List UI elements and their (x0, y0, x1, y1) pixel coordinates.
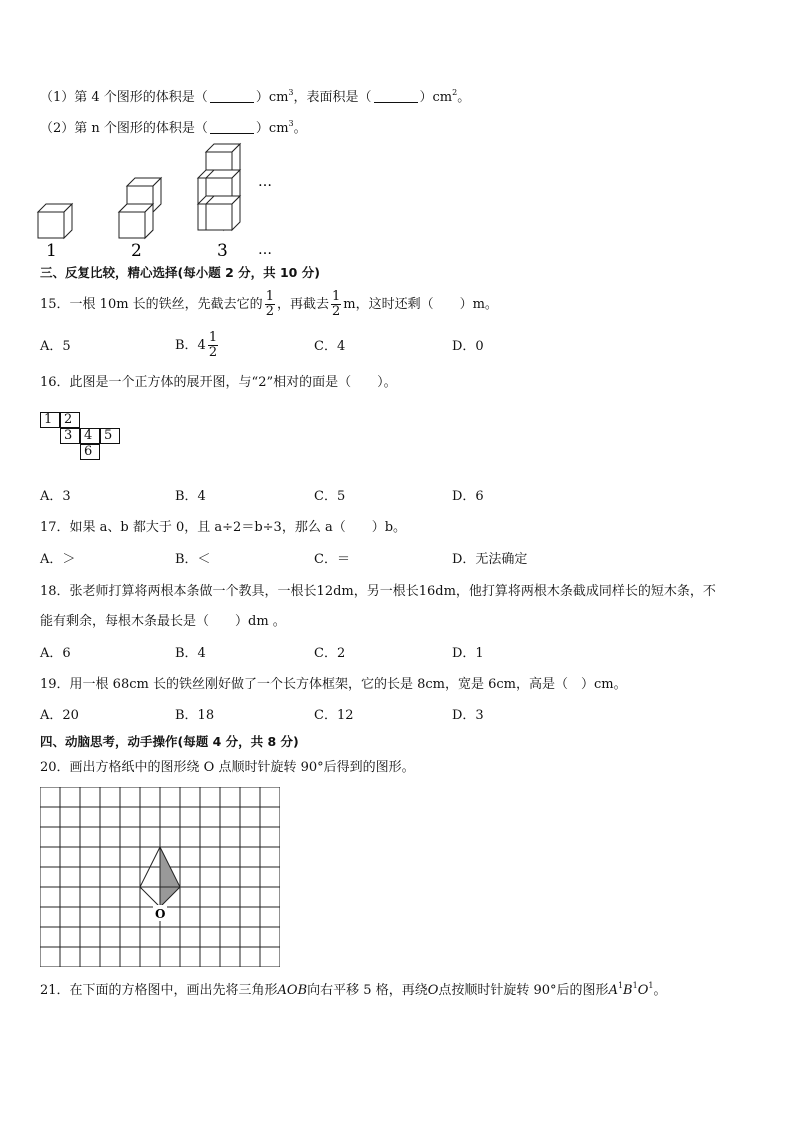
ellipsis-top: … (258, 174, 272, 190)
q19-option-a[interactable]: A．20 (40, 708, 79, 723)
q14-part2-end: 。 (293, 121, 307, 136)
section-4-title: 四、动脑思考，动手操作(每题 4 分，共 8 分) (40, 734, 299, 749)
section-3-title: 三、反复比较，精心选择(每小题 2 分，共 10 分) (40, 265, 320, 280)
q16-option-b[interactable]: B．4 (175, 489, 206, 504)
q14-part1-prefix: （1）第 4 个图形的体积是（ (40, 90, 208, 105)
q16-option-d[interactable]: D．6 (452, 489, 484, 504)
q18-option-a[interactable]: A．6 (40, 646, 71, 661)
q14-part2-prefix: （2）第 n 个图形的体积是（ (40, 121, 208, 136)
result-o: O (637, 983, 649, 998)
superscript: 2 (452, 88, 458, 97)
net-face-6: 6 (80, 444, 100, 460)
cube-net (40, 412, 130, 468)
superscript: 1 (617, 981, 624, 990)
q14-part1-unit2: ）cm (419, 90, 453, 105)
q17-option-a[interactable]: A．＞ (40, 552, 76, 567)
q15-option-a[interactable]: A．5 (40, 339, 71, 354)
ellipsis-bottom: … (258, 242, 272, 258)
q14-part2 (40, 115, 307, 138)
q18-option-c[interactable]: C．2 (314, 646, 346, 661)
answer-blank[interactable] (210, 121, 254, 134)
net-face-4: 4 (80, 428, 100, 444)
net-face-5: 5 (100, 428, 120, 444)
q17-option-d[interactable]: D．无法确定 (452, 552, 528, 567)
q19-option-c[interactable]: C．12 (314, 708, 354, 723)
kite-left-half (140, 847, 160, 907)
q18-option-d[interactable]: D．1 (452, 646, 484, 661)
figure-1-cubes (38, 204, 72, 238)
q14-part1-unit1: ）cm (255, 90, 289, 105)
q18-text-line2: 能有剩余，每根木条最长是（ ）dm 。 (40, 614, 286, 629)
fraction: $\frac{1}{2}$ (208, 330, 218, 360)
q16-option-a[interactable]: A．3 (40, 489, 71, 504)
q14-part1-end: 。 (457, 90, 471, 105)
point-o-label: O (155, 907, 166, 921)
net-face-1: 1 (40, 412, 60, 428)
q15-text-a: 15．一根 10m 长的铁丝，先截去它的 (40, 297, 263, 312)
q15-text-b: ，再截去 (276, 297, 329, 312)
q18-option-b[interactable]: B．4 (175, 646, 206, 661)
superscript: 3 (288, 88, 294, 97)
figure-label-3: 3 (217, 241, 228, 261)
q20-text: 20．画出方格纸中的图形绕 O 点顺时针旋转 90°后得到的图形。 (40, 760, 415, 775)
q21-text-b: 向右平移 5 格，再绕 (307, 983, 428, 998)
point-o-ref: O (427, 983, 439, 998)
superscript: 1 (632, 981, 638, 990)
q15-option-b-prefix: B．4 (175, 338, 206, 353)
figure-label-2: 2 (131, 241, 142, 261)
q18-text-line1: 18．张老师打算将两根本条做一个教具，一根长12dm，另一根长16dm，他打算将两根木条截成同样长的短木条，不 (40, 584, 716, 599)
q16-text: 16．此图是一个正方体的展开图，与“2”相对的面是（ ）。 (40, 375, 397, 390)
q14-part1-mid: ，表面积是（ (293, 90, 372, 105)
net-face-2: 2 (60, 412, 80, 428)
figure-3-cubes (198, 144, 240, 230)
q21-text (40, 977, 666, 1000)
q14-part1 (40, 84, 470, 107)
q21-text-a: 21．在下面的方格图中，画出先将三角形 (40, 983, 278, 998)
figure-label-1: 1 (46, 241, 57, 261)
q19-option-b[interactable]: B．18 (175, 708, 215, 723)
q20-grid-paper[interactable] (40, 787, 280, 967)
q14-part2-unit: ）cm (255, 121, 289, 136)
q17-text: 17．如果 a、b 都大于 0，且 a÷2＝b÷3，那么 a（ ）b。 (40, 520, 407, 535)
q15-option-c[interactable]: C．4 (314, 339, 346, 354)
triangle-aob-label: AOB (277, 983, 308, 998)
superscript: 1 (648, 981, 654, 990)
answer-blank[interactable] (210, 90, 254, 103)
cube-stack-figures (30, 138, 290, 262)
q21-end: 。 (653, 983, 667, 998)
q15-option-b[interactable] (175, 328, 220, 364)
q21-text-c: 点按顺时针旋转 90°后的图形 (438, 983, 609, 998)
q19-option-d[interactable]: D．3 (452, 708, 484, 723)
result-a: A (608, 983, 618, 998)
q15-option-d[interactable]: D．0 (452, 339, 484, 354)
q16-option-c[interactable]: C．5 (314, 489, 346, 504)
result-b: B (623, 983, 633, 998)
figure-2-cubes (119, 178, 161, 238)
q15-text (40, 287, 498, 323)
net-face-3: 3 (60, 428, 80, 444)
q17-option-b[interactable]: B．＜ (175, 552, 211, 567)
answer-blank[interactable] (374, 90, 418, 103)
fraction: $\frac{1}{2}$ (265, 289, 274, 319)
kite-shaded-half (160, 847, 180, 907)
q15-text-c: m，这时还剩（ ）m。 (343, 297, 498, 312)
q19-text: 19．用一根 68cm 长的铁丝刚好做了一个长方体框架，它的长是 8cm，宽是 6cm，高是（ ）cm。 (40, 677, 627, 692)
fraction: $\frac{1}{2}$ (331, 289, 341, 319)
q17-option-c[interactable]: C．＝ (314, 552, 350, 567)
superscript: 3 (288, 119, 294, 128)
q20-kite-shape (140, 847, 180, 907)
